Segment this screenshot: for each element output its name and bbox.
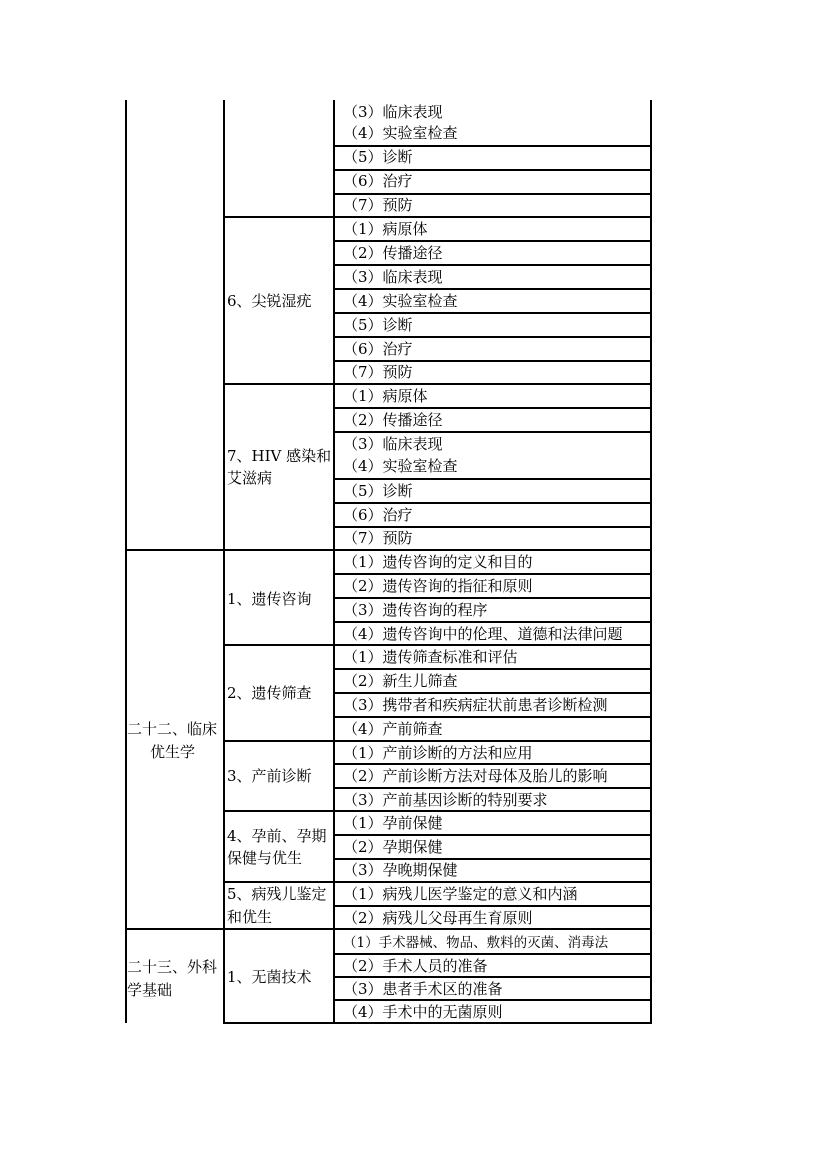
- topic-genetic-counseling: 1、遗传咨询: [227, 590, 312, 608]
- list-item: （4）遗传咨询中的伦理、道德和法律问题: [343, 625, 623, 643]
- list-item: （6）治疗: [343, 506, 413, 524]
- list-item: （2）传播途径: [343, 244, 443, 262]
- row-divider: [333, 145, 652, 147]
- list-item: （5）诊断: [343, 148, 413, 166]
- row-divider: [333, 953, 652, 955]
- list-item: （2）遗传咨询的指征和原则: [343, 577, 533, 595]
- list-item: （1）产前诊断的方法和应用: [343, 744, 533, 762]
- table-right-border: [650, 100, 652, 1023]
- list-item: （3）临床表现: [343, 268, 443, 286]
- list-item: （1）遗传咨询的定义和目的: [343, 553, 533, 571]
- list-item: （6）治疗: [343, 172, 413, 190]
- section-22-title-line2: 优生学: [150, 743, 196, 761]
- row-divider: [333, 264, 652, 266]
- list-item: （2）手术人员的准备: [343, 957, 488, 975]
- table-bottom-border: [223, 1022, 652, 1024]
- list-item: （3）患者手术区的准备: [343, 980, 503, 998]
- row-divider: [333, 169, 652, 171]
- list-item: （3）产前基因诊断的特别要求: [343, 791, 548, 809]
- list-item: （4）实验室检查: [343, 292, 458, 310]
- topic-7-line1: 7、HIV 感染和: [227, 447, 332, 465]
- list-item: （1）病残儿医学鉴定的意义和内涵: [343, 885, 578, 903]
- topic-genetic-screening: 2、遗传筛查: [227, 684, 312, 702]
- list-item: （6）治疗: [343, 340, 413, 358]
- row-divider: [333, 692, 652, 694]
- table-left-border: [125, 100, 127, 1023]
- list-item: （1）病原体: [343, 387, 428, 405]
- row-divider: [333, 787, 652, 789]
- row-divider: [333, 905, 652, 907]
- list-item: （1）遗传筛查标准和评估: [343, 648, 518, 666]
- section-column-divider: [223, 100, 225, 1023]
- list-item: （7）预防: [343, 196, 413, 214]
- list-item: （1）孕前保健: [343, 814, 443, 832]
- topic-aseptic-technique: 1、无菌技术: [227, 968, 312, 986]
- section-22-title-line1: 二十二、临床: [127, 720, 218, 738]
- topic-divider: [223, 644, 652, 646]
- row-divider: [333, 763, 652, 765]
- topic-pregnancy-care-line1: 4、孕前、孕期: [227, 827, 327, 845]
- list-item: （3）遗传咨询的程序: [343, 601, 488, 619]
- row-divider: [333, 288, 652, 290]
- topic-disabled-child-line2: 和优生: [227, 908, 273, 926]
- list-item: （2）产前诊断方法对母体及胎儿的影响: [343, 767, 608, 785]
- row-divider: [333, 858, 652, 860]
- section-23-title-line2: 学基础: [127, 981, 173, 999]
- row-divider: [333, 360, 652, 362]
- list-item: （3）孕晚期保健: [343, 861, 458, 879]
- list-item: （3）临床表现: [343, 435, 443, 453]
- row-divider: [333, 431, 652, 433]
- list-item: （4）实验室检查: [343, 124, 458, 142]
- row-divider: [333, 597, 652, 599]
- section-divider: [125, 928, 652, 930]
- row-divider: [333, 999, 652, 1001]
- topic-divider: [223, 216, 652, 218]
- section-23-title-line1: 二十三、外科: [127, 958, 218, 976]
- list-item: （2）传播途径: [343, 411, 443, 429]
- row-divider: [333, 621, 652, 623]
- row-divider: [333, 526, 652, 528]
- topic-divider: [223, 383, 652, 385]
- row-divider: [333, 336, 652, 338]
- topic-6: 6、尖锐湿疣: [227, 292, 312, 310]
- topic-disabled-child-line1: 5、病残儿鉴定: [227, 885, 327, 903]
- list-item: （5）诊断: [343, 482, 413, 500]
- list-item: （4）手术中的无菌原则: [343, 1003, 503, 1021]
- row-divider: [333, 407, 652, 409]
- row-divider: [333, 573, 652, 575]
- row-divider: [333, 716, 652, 718]
- list-item: （4）实验室检查: [343, 457, 458, 475]
- list-item: （2）病残儿父母再生育原则: [343, 909, 533, 927]
- row-divider: [333, 502, 652, 504]
- list-item: （5）诊断: [343, 316, 413, 334]
- row-divider: [333, 834, 652, 836]
- topic-pregnancy-care-line2: 保健与优生: [227, 849, 303, 867]
- list-item: （7）预防: [343, 363, 413, 381]
- row-divider: [333, 478, 652, 480]
- topic-divider: [223, 881, 652, 883]
- list-item: （2）孕期保健: [343, 838, 443, 856]
- section-divider: [125, 549, 652, 551]
- list-item: （1）病原体: [343, 220, 428, 238]
- list-item: （2）新生儿筛查: [343, 672, 458, 690]
- row-divider: [333, 312, 652, 314]
- topic-divider: [223, 740, 652, 742]
- list-item: （3）携带者和疾病症状前患者诊断检测: [343, 696, 608, 714]
- row-divider: [333, 240, 652, 242]
- list-item: （7）预防: [343, 529, 413, 547]
- topic-divider: [223, 810, 652, 812]
- topic-7-line2: 艾滋病: [227, 469, 273, 487]
- topic-column-divider: [333, 100, 335, 1023]
- topic-prenatal-diagnosis: 3、产前诊断: [227, 767, 312, 785]
- list-item: （4）产前筛查: [343, 720, 443, 738]
- list-item: （1）手术器械、物品、敷料的灭菌、消毒法: [343, 935, 609, 951]
- row-divider: [333, 668, 652, 670]
- list-item: （3）临床表现: [343, 103, 443, 121]
- row-divider: [333, 193, 652, 195]
- row-divider: [333, 976, 652, 978]
